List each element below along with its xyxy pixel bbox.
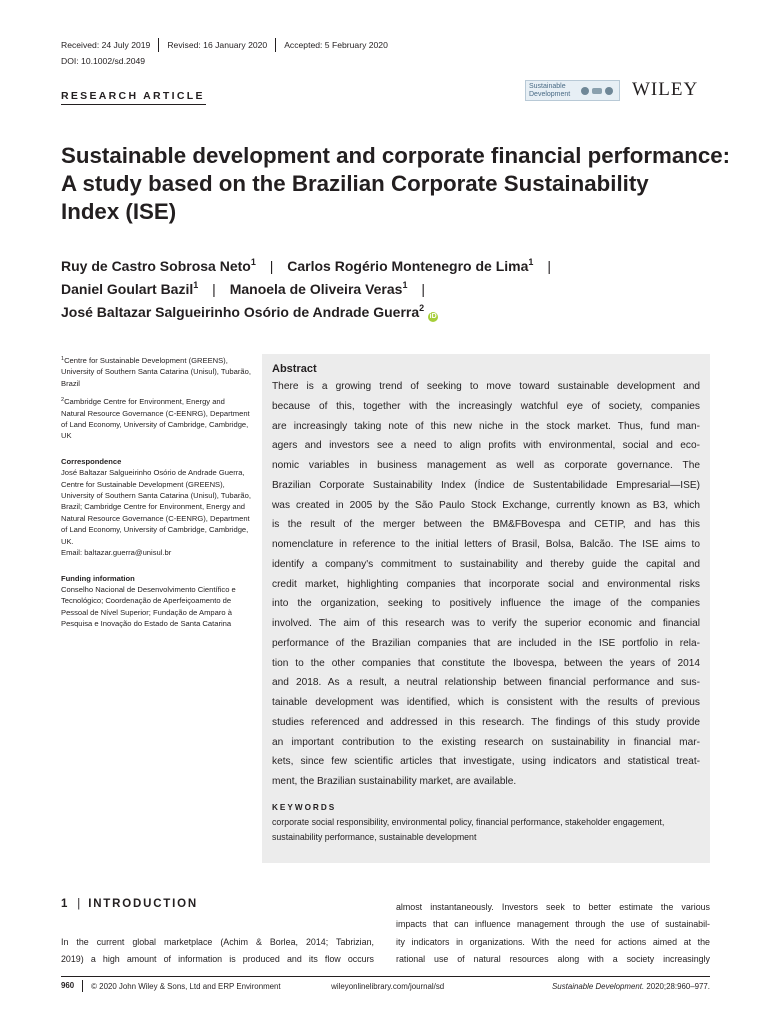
affiliation-marker: 1 — [61, 356, 65, 362]
abstract-line: There is a growing trend of seeking to move toward sustainable development and — [272, 381, 700, 392]
abstract-line: Brazilian Corporate Sustainability Index (Índice de Sustentabilidade Empresarial—ISE) — [272, 479, 700, 491]
abstract-line: into the organization, seeking to positively influence the image of the companies — [272, 598, 700, 610]
publisher-logo[interactable]: WILEY — [632, 79, 699, 100]
keywords-heading: KEYWORDS — [272, 802, 337, 812]
received-date: Received: 24 July 2019 — [61, 40, 151, 50]
abstract-line: was created in 2005 by the São Paulo Stock Exchange, currently known as B3, which — [272, 499, 700, 511]
correspondence-email[interactable]: Email: baltazar.guerra@unisul.br — [61, 548, 172, 558]
author-affiliation-marker: 1 — [250, 257, 256, 267]
title-line: A study based on the Brazilian Corporate Sustainability — [61, 171, 649, 196]
page-number: 960 — [61, 980, 83, 992]
orcid-icon[interactable]: iD — [429, 313, 437, 320]
abstract-line: tainable development was identified, which is consistent with the results of previous — [272, 697, 700, 708]
title-line: Index (ISE) — [61, 199, 177, 224]
abstract-line: ment, the Brazilian sustainability market, are available. — [272, 776, 517, 787]
keywords-list: corporate social responsibility, environmental policy, financial performance, stakeholder engagement, sustainability performance, sustainable development — [272, 816, 665, 842]
abstract-box — [262, 354, 710, 863]
body-line: ity indicators in organizations. With the need for actions aimed at the — [396, 936, 710, 947]
citation-volume: 2020;28:960–977. — [644, 981, 710, 991]
abstract-line: an important contribution to the existing research on sustainability in financial mar- — [272, 736, 700, 748]
affiliation-2 — [61, 396, 251, 442]
abstract-line: are increasingly taking note of this new niche in the stock market. Thus, fund man- — [272, 420, 700, 432]
body-line: In the current global marketplace (Achim & Borlea, 2014; Tabrizian, — [61, 937, 374, 947]
body-line: impacts that can influence management through the use of sustainabil- — [396, 919, 710, 930]
correspondence-heading: Correspondence — [61, 456, 122, 466]
article-type: RESEARCH ARTICLE — [61, 90, 205, 102]
correspondence-text: José Baltazar Salgueirinho Osório de Andrade Guerra, Centre for Sustainable Development (GREENS), University of Southern Santa Catarina (Unisul), Tubarão, Brazil; Cambridge Centre for Environment, Energy and Natural Resource Governance (C-EENRG), Department of Land Economy, University of Cambridge, Cambridge, UK. — [61, 468, 251, 546]
citation — [552, 982, 710, 991]
revised-date: Revised: 16 January 2020 — [158, 38, 275, 52]
body-line: 2019) a high amount of information is produced and its flow occurs — [61, 954, 374, 965]
body-column-left — [61, 934, 374, 969]
body-line: almost instantaneously. Investors seek to better estimate the various — [396, 902, 710, 912]
abstract-line: and 2018. As a result, a neutral relationship between financial performance and sus- — [272, 677, 700, 689]
author-name[interactable]: José Baltazar Salgueirinho Osório de Andrade Guerra — [61, 304, 420, 320]
author-affiliation-marker: 1 — [528, 257, 534, 267]
author-separator: | — [269, 258, 274, 274]
doi[interactable]: DOI: 10.1002/sd.2049 — [61, 56, 146, 66]
journal-name: Sustainable Development. — [552, 981, 645, 991]
author-separator: | — [421, 281, 425, 297]
abstract-heading: Abstract — [272, 363, 317, 375]
title-line: Sustainable development and corporate financial performance: — [61, 143, 731, 168]
article-dates — [61, 38, 396, 52]
abstract-line: agers and investors see a need to align profits with environmental, social and eco- — [272, 440, 700, 452]
affiliations-column — [61, 355, 251, 630]
abstract-line: is the result of the merger between the BM&FBovespa and CETIP, and has this — [272, 519, 700, 531]
body-line: rational use of natural resources along with a society increasingly — [396, 954, 710, 965]
abstract-line: studies referenced and addressed in this research. The findings of this study provide — [272, 716, 700, 728]
author-affiliation-marker: 2 — [419, 303, 425, 313]
section-title: INTRODUCTION — [88, 898, 198, 910]
author-list — [61, 255, 561, 324]
journal-logo[interactable] — [525, 80, 620, 101]
journal-logo-text: Sustainable Development — [529, 82, 571, 98]
abstract-line: tion to the other companies that constitute the Ibovespa, between the years of 2014 — [272, 657, 700, 669]
body-column-right — [396, 899, 710, 969]
author-separator: | — [212, 281, 216, 297]
affiliation-text: Cambridge Centre for Environment, Energy and Natural Resource Governance (C-EENRG), Department of Land Economy, University of Cambridge, Cambridge, UK — [61, 397, 250, 441]
author-name[interactable]: Carlos Rogério Montenegro de Lima — [287, 258, 529, 274]
article-title — [61, 142, 731, 226]
abstract-line: involved. The aim of this research was to verify the superior economic and financial — [272, 618, 700, 629]
author-name[interactable]: Daniel Goulart Bazil — [61, 281, 194, 297]
funding-heading: Funding information — [61, 573, 135, 583]
affiliation-1 — [61, 355, 251, 389]
author-affiliation-marker: 1 — [193, 280, 199, 290]
page-footer — [61, 980, 710, 992]
abstract-line: identify a company's commitment to sustainability and thereby guide the capital and — [272, 558, 700, 570]
affiliation-text: Centre for Sustainable Development (GREENS), University of Southern Santa Catarina (Unisul), Tubarão, Brazil — [61, 356, 251, 388]
author-affiliation-marker: 1 — [402, 280, 408, 290]
accepted-date: Accepted: 5 February 2020 — [275, 38, 396, 52]
abstract-line: nomenclature in reference to the initial letters of Brasil, Bolsa, Balcão. The ISE aims to — [272, 539, 700, 550]
journal-logo-graphic-icon — [581, 87, 613, 95]
footer-rule — [61, 976, 710, 977]
abstract-line: performance of the Brazilian companies that are included in the ISE portfolio in rela- — [272, 637, 700, 649]
author-name[interactable]: Manoela de Oliveira Veras — [229, 281, 403, 297]
abstract-line: because of this, together with the increasingly watchful eye of society, companies — [272, 400, 700, 412]
journal-url[interactable]: wileyonlinelibrary.com/journal/sd — [331, 981, 445, 991]
author-separator: | — [547, 258, 551, 274]
funding-text: Conselho Nacional de Desenvolvimento Científico e Tecnológico; Coordenação de Aperfeiçoamento de Pessoal de Nível Superior; Fundação de Amparo à Pesquisa e Inovação do Estado de Santa Catarina — [61, 584, 236, 629]
abstract-line: kets, since few scientific articles that investigate, using indicators and statistical treat- — [272, 756, 700, 768]
section-separator: | — [77, 898, 81, 910]
author-name[interactable]: Ruy de Castro Sobrosa Neto — [61, 258, 251, 274]
affiliation-marker: 2 — [61, 397, 65, 404]
abstract-body — [272, 377, 700, 792]
section-heading-introduction — [61, 898, 198, 910]
abstract-line: credit market, highlighting companies that incorporate social and environmental risks — [272, 578, 700, 590]
section-number: 1 — [61, 898, 70, 910]
article-type-underline — [61, 104, 206, 105]
copyright: © 2020 John Wiley & Sons, Ltd and ERP Environment — [91, 981, 281, 991]
abstract-line: nomic variables in business management as well as corporate governance. The — [272, 460, 700, 471]
